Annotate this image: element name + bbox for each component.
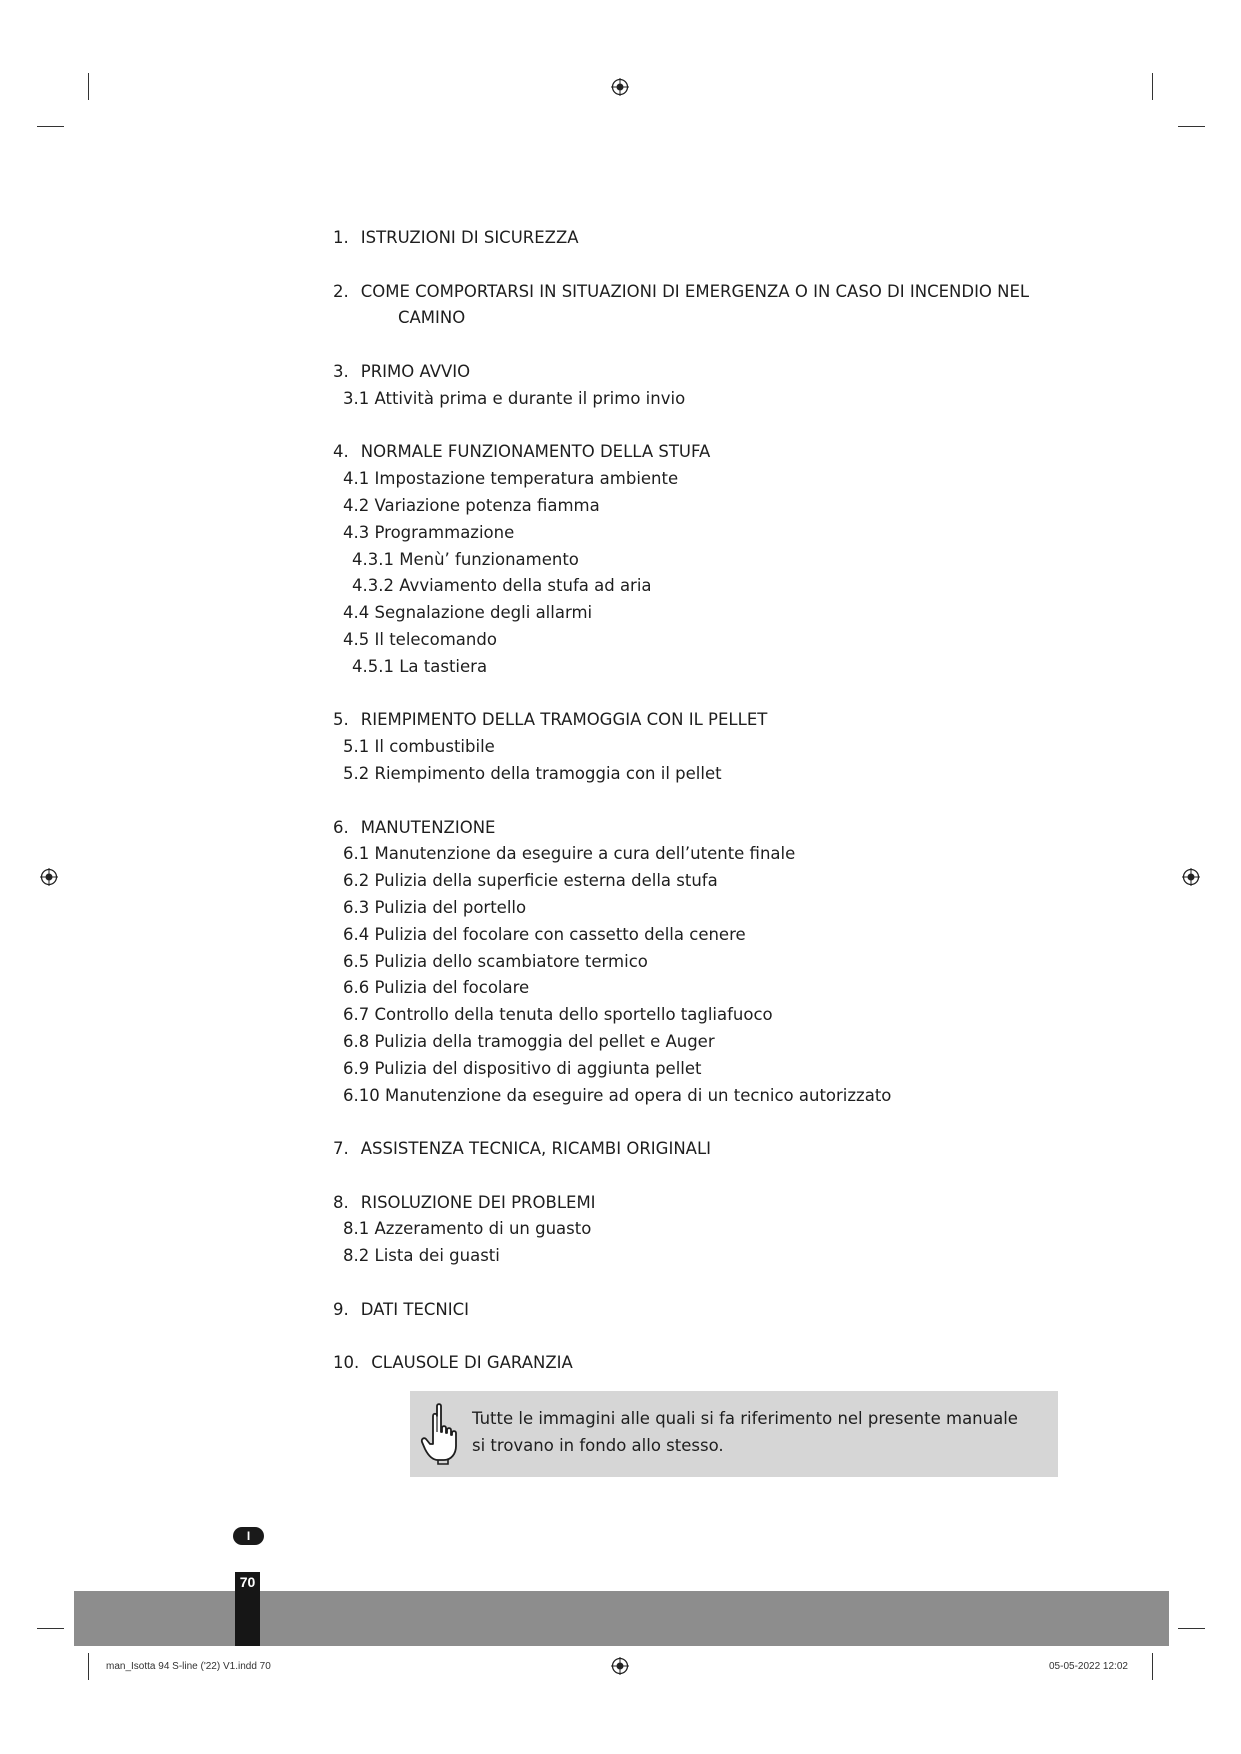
toc-entry (333, 627, 1113, 654)
toc-entry-number: 6.1 (343, 844, 370, 864)
toc-entry (333, 1083, 1113, 1110)
toc-entry (333, 1216, 1113, 1243)
toc-entry (333, 707, 1113, 734)
toc-entry-title: RIEMPIMENTO DELLA TRAMOGGIA CON IL PELLET (360, 710, 768, 730)
toc-entry-number: 6.3 (343, 897, 370, 917)
toc-entry-title: Manutenzione da eseguire a cura dell’utente finale (374, 844, 796, 864)
toc-entry-number: 6.6 (343, 978, 370, 998)
toc-entry (333, 841, 1113, 868)
table-of-contents (333, 225, 1113, 1377)
toc-entry-number: 6.5 (343, 951, 370, 971)
toc-entry (333, 1029, 1113, 1056)
toc-entry-number: 4.4 (343, 603, 370, 623)
crop-mark (88, 73, 89, 100)
toc-entry (333, 975, 1113, 1002)
toc-entry-number: 6.2 (343, 871, 370, 891)
toc-entry (333, 1243, 1113, 1270)
toc-entry (333, 922, 1113, 949)
toc-entry-title: Controllo della tenuta dello sportello tagliafuoco (374, 1005, 773, 1025)
toc-entry-number: 8.2 (343, 1246, 370, 1266)
toc-entry-number: 3.1 (343, 388, 370, 408)
toc-entry (333, 466, 1113, 493)
toc-entry (333, 654, 1113, 681)
toc-entry (333, 439, 1113, 466)
registration-mark-icon (1182, 868, 1200, 886)
crop-mark (37, 1628, 64, 1629)
toc-entry (333, 547, 1113, 574)
toc-entry (333, 386, 1113, 413)
toc-entry (333, 493, 1113, 520)
toc-entry (333, 573, 1113, 600)
toc-entry-title: Variazione potenza fiamma (374, 495, 600, 515)
crop-mark (37, 126, 64, 127)
toc-entry (333, 1002, 1113, 1029)
toc-entry (333, 359, 1113, 386)
toc-entry-number: 8. (333, 1192, 349, 1212)
toc-entry-title: Riempimento della tramoggia con il pellet (374, 763, 722, 783)
toc-entry-title: Lista dei guasti (374, 1246, 500, 1266)
toc-entry-number: 4.3.2 (352, 576, 394, 596)
toc-entry-number: 4. (333, 442, 349, 462)
toc-entry-title: Pulizia del focolare (374, 978, 530, 998)
toc-entry-number: 3. (333, 361, 349, 381)
toc-entry-number: 1. (333, 228, 349, 247)
toc-entry (333, 1190, 1113, 1217)
toc-entry-number: 4.5 (343, 629, 370, 649)
toc-entry-number: 5. (333, 710, 349, 730)
crop-mark (1152, 73, 1153, 100)
toc-entry (333, 761, 1113, 788)
toc-entry-title: NORMALE FUNZIONAMENTO DELLA STUFA (360, 442, 711, 462)
registration-mark-icon (611, 78, 629, 96)
toc-entry (333, 815, 1113, 842)
toc-entry-number: 5.1 (343, 737, 370, 757)
toc-entry-title: Il telecomando (374, 629, 497, 649)
toc-entry (333, 520, 1113, 547)
toc-entry-number: 6. (333, 817, 349, 837)
toc-entry-number: 9. (333, 1299, 349, 1319)
toc-entry-number: 6.9 (343, 1058, 370, 1078)
toc-entry-number: 2. (333, 281, 349, 301)
toc-entry-title: Pulizia della superficie esterna della stufa (374, 871, 718, 891)
toc-entry (333, 949, 1113, 976)
toc-entry-title: Segnalazione degli allarmi (374, 603, 593, 623)
crop-mark (88, 1653, 89, 1680)
toc-entry (333, 225, 1113, 252)
toc-entry-title: RISOLUZIONE DEI PROBLEMI (360, 1192, 596, 1212)
toc-entry-title: Pulizia del focolare con cassetto della cenere (374, 924, 746, 944)
toc-entry-title: CLAUSOLE DI GARANZIA (371, 1353, 573, 1373)
toc-entry-title: Attività prima e durante il primo invio (374, 388, 686, 408)
toc-entry-number: 10. (333, 1353, 360, 1373)
toc-entry-title: La tastiera (399, 656, 488, 676)
page-number-tab (235, 1572, 260, 1646)
language-badge: I (233, 1527, 264, 1545)
toc-entry-number: 6.8 (343, 1031, 370, 1051)
toc-entry-title: Manutenzione da eseguire ad opera di un tecnico autorizzato (385, 1085, 892, 1105)
note-text: Tutte le immagini alle quali si fa riferimento nel presente manuale si trovano in fondo allo stesso. (472, 1409, 1018, 1455)
toc-entry-title: CAMINO (398, 308, 466, 328)
toc-entry-title: Menù’ funzionamento (399, 549, 579, 569)
toc-entry-number: 4.3.1 (352, 549, 394, 569)
toc-entry-number: 6.7 (343, 1005, 370, 1025)
page-number: 70 (239, 1574, 256, 1590)
toc-entry (333, 305, 1113, 332)
toc-entry-title: Impostazione temperatura ambiente (374, 469, 679, 489)
toc-entry-title: Programmazione (374, 522, 515, 542)
toc-entry-number: 4.5.1 (352, 656, 394, 676)
toc-entry-number: 6.4 (343, 924, 370, 944)
toc-entry-number: 4.3 (343, 522, 370, 542)
toc-entry-number: 4.2 (343, 495, 370, 515)
slug-date: 05-05-2022 12:02 (1049, 1661, 1128, 1672)
toc-entry-title: DATI TECNICI (360, 1299, 469, 1319)
toc-entry (333, 279, 1113, 306)
toc-entry-number: 8.1 (343, 1219, 370, 1239)
slug-filename: man_Isotta 94 S-line ('22) V1.indd 70 (106, 1661, 271, 1672)
toc-entry (333, 1350, 1113, 1377)
toc-entry-number: 5.2 (343, 763, 370, 783)
crop-mark (1152, 1653, 1153, 1680)
toc-entry-title: Azzeramento di un guasto (374, 1219, 592, 1239)
toc-entry-number: 7. (333, 1139, 349, 1159)
toc-entry-title: Pulizia del dispositivo di aggiunta pellet (374, 1058, 702, 1078)
toc-entry (333, 868, 1113, 895)
toc-entry-number: 6.10 (343, 1085, 380, 1105)
toc-entry-title: Pulizia dello scambiatore termico (374, 951, 648, 971)
toc-entry-title: Il combustibile (374, 737, 495, 757)
toc-entry (333, 600, 1113, 627)
crop-mark (1178, 126, 1205, 127)
registration-mark-icon (611, 1657, 629, 1675)
registration-mark-icon (40, 868, 58, 886)
toc-entry-title: ASSISTENZA TECNICA, RICAMBI ORIGINALI (360, 1139, 712, 1159)
toc-entry (333, 1136, 1113, 1163)
note-box (410, 1391, 1058, 1477)
toc-entry (333, 734, 1113, 761)
toc-entry-title: PRIMO AVVIO (360, 361, 471, 381)
toc-entry-title: Pulizia della tramoggia del pellet e Auger (374, 1031, 715, 1051)
toc-entry (333, 895, 1113, 922)
toc-entry-title: MANUTENZIONE (360, 817, 496, 837)
toc-entry-title: Avviamento della stufa ad aria (399, 576, 652, 596)
toc-entry (333, 1297, 1113, 1324)
toc-entry-title: ISTRUZIONI DI SICUREZZA (360, 228, 579, 247)
pointing-hand-icon (418, 1402, 462, 1466)
toc-entry-number: 4.1 (343, 469, 370, 489)
toc-entry (333, 1056, 1113, 1083)
crop-mark (1178, 1628, 1205, 1629)
toc-entry-title: COME COMPORTARSI IN SITUAZIONI DI EMERGENZA O IN CASO DI INCENDIO NEL (360, 281, 1030, 301)
toc-entry-title: Pulizia del portello (374, 897, 527, 917)
